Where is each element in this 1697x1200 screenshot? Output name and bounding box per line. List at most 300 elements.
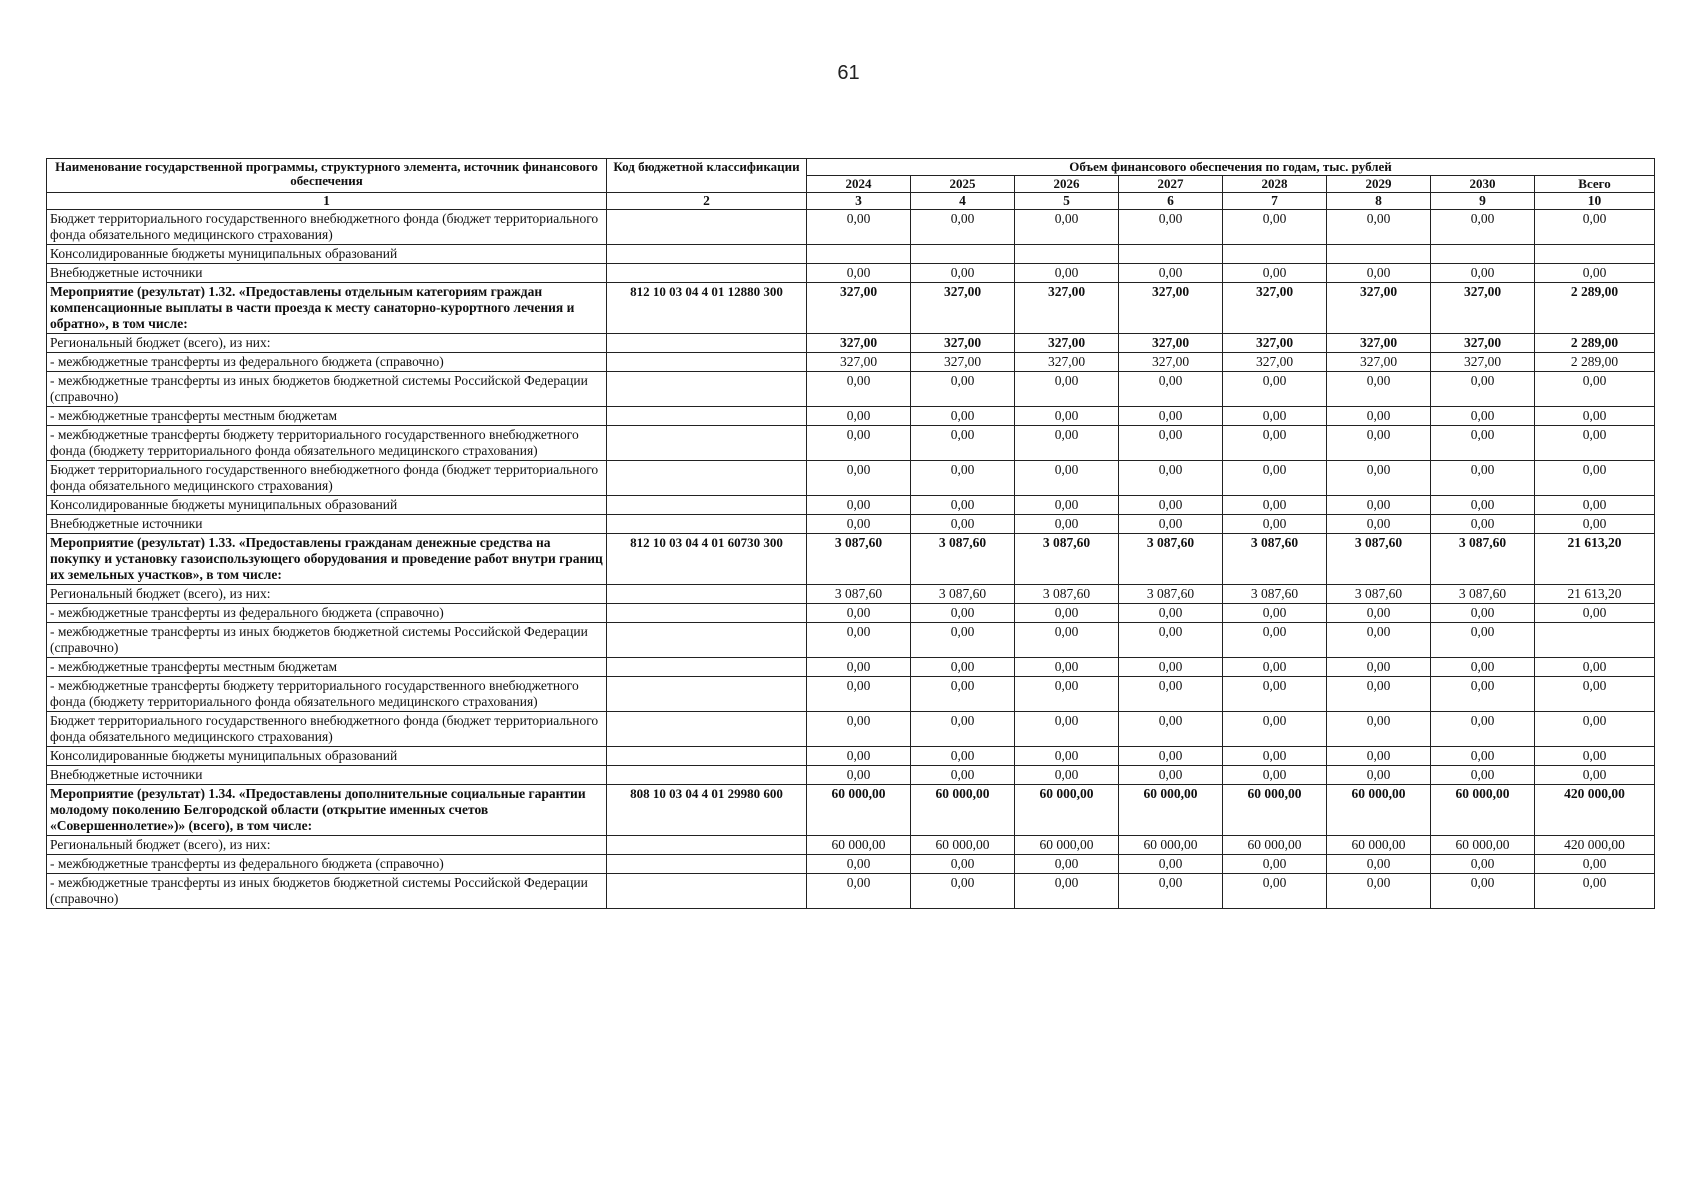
row-value-cell: 0,00: [1223, 677, 1327, 712]
table-row: [47, 766, 1655, 785]
row-value-cell: 0,00: [1223, 426, 1327, 461]
row-value-cell: 60 000,00: [1431, 785, 1535, 836]
row-code-cell: [607, 623, 807, 658]
row-value-cell: 0,00: [1119, 496, 1223, 515]
row-value-cell: 0,00: [1431, 210, 1535, 245]
row-name-cell: Консолидированные бюджеты муниципальных образований: [47, 245, 607, 264]
row-value-cell: 0,00: [1327, 658, 1431, 677]
row-value-cell: 0,00: [911, 461, 1015, 496]
column-number: 7: [1223, 193, 1327, 210]
row-total-cell: 420 000,00: [1535, 836, 1655, 855]
row-name-cell: Бюджет территориального государственного внебюджетного фонда (бюджет территориального фонда обязательного медицинского страхования): [47, 461, 607, 496]
row-value-cell: 0,00: [1223, 623, 1327, 658]
row-value-cell: 0,00: [1015, 658, 1119, 677]
row-value-cell: 0,00: [807, 747, 911, 766]
row-value-cell: 0,00: [1223, 461, 1327, 496]
table-body: [47, 210, 1655, 909]
row-value-cell: 327,00: [1431, 283, 1535, 334]
table-row: [47, 353, 1655, 372]
header-year: 2028: [1223, 176, 1327, 193]
row-value-cell: [1223, 245, 1327, 264]
row-code-cell: [607, 372, 807, 407]
row-name-cell: - межбюджетные трансферты местным бюджетам: [47, 658, 607, 677]
row-value-cell: 0,00: [1431, 623, 1535, 658]
column-number: 1: [47, 193, 607, 210]
row-name-cell: Мероприятие (результат) 1.34. «Предоставлены дополнительные социальные гарантии молодому поколению Белгородской области (открытие именных счетов «Совершеннолетие»)» (всего), в том числе:: [47, 785, 607, 836]
row-total-cell: 2 289,00: [1535, 283, 1655, 334]
row-value-cell: 327,00: [807, 334, 911, 353]
row-code-cell: [607, 334, 807, 353]
row-value-cell: 0,00: [1327, 461, 1431, 496]
column-number: 8: [1327, 193, 1431, 210]
row-value-cell: 0,00: [1327, 407, 1431, 426]
table-row: [47, 585, 1655, 604]
row-total-cell: 0,00: [1535, 264, 1655, 283]
row-total-cell: 0,00: [1535, 604, 1655, 623]
row-code-cell: [607, 766, 807, 785]
row-value-cell: 3 087,60: [807, 585, 911, 604]
row-value-cell: 0,00: [807, 426, 911, 461]
row-value-cell: 0,00: [911, 426, 1015, 461]
row-value-cell: 0,00: [1431, 461, 1535, 496]
row-value-cell: 0,00: [911, 264, 1015, 283]
row-value-cell: 0,00: [1327, 747, 1431, 766]
row-value-cell: 0,00: [807, 623, 911, 658]
row-value-cell: 327,00: [1327, 283, 1431, 334]
row-value-cell: 327,00: [1223, 283, 1327, 334]
row-value-cell: 0,00: [807, 712, 911, 747]
header-volume: Объем финансового обеспечения по годам, тыс. рублей: [807, 159, 1655, 176]
row-value-cell: 327,00: [1431, 353, 1535, 372]
row-value-cell: 0,00: [807, 604, 911, 623]
row-code-cell: [607, 407, 807, 426]
row-name-cell: Бюджет территориального государственного внебюджетного фонда (бюджет территориального фонда обязательного медицинского страхования): [47, 712, 607, 747]
row-value-cell: 0,00: [1119, 766, 1223, 785]
row-value-cell: 3 087,60: [911, 585, 1015, 604]
row-value-cell: 0,00: [807, 677, 911, 712]
row-value-cell: 0,00: [1015, 372, 1119, 407]
row-value-cell: 60 000,00: [1327, 836, 1431, 855]
row-value-cell: 0,00: [1119, 855, 1223, 874]
row-value-cell: 0,00: [911, 407, 1015, 426]
row-name-cell: - межбюджетные трансферты из федерального бюджета (справочно): [47, 855, 607, 874]
row-value-cell: 0,00: [1015, 461, 1119, 496]
row-value-cell: 0,00: [807, 407, 911, 426]
row-value-cell: 0,00: [1223, 264, 1327, 283]
row-code-cell: [607, 496, 807, 515]
row-value-cell: 0,00: [911, 210, 1015, 245]
row-value-cell: 60 000,00: [911, 785, 1015, 836]
row-value-cell: 60 000,00: [807, 785, 911, 836]
row-code-cell: 808 10 03 04 4 01 29980 600: [607, 785, 807, 836]
row-value-cell: 3 087,60: [1431, 534, 1535, 585]
row-value-cell: 3 087,60: [1119, 534, 1223, 585]
row-value-cell: 0,00: [1015, 623, 1119, 658]
row-value-cell: 60 000,00: [1015, 836, 1119, 855]
row-value-cell: 0,00: [1327, 874, 1431, 909]
row-code-cell: [607, 210, 807, 245]
row-value-cell: 0,00: [1119, 264, 1223, 283]
row-total-cell: 21 613,20: [1535, 534, 1655, 585]
row-value-cell: 60 000,00: [1223, 785, 1327, 836]
row-value-cell: 0,00: [1431, 766, 1535, 785]
row-value-cell: 0,00: [1015, 677, 1119, 712]
row-value-cell: 0,00: [807, 496, 911, 515]
row-value-cell: 327,00: [1119, 334, 1223, 353]
header-year: 2027: [1119, 176, 1223, 193]
row-value-cell: 0,00: [1015, 407, 1119, 426]
table-row: [47, 515, 1655, 534]
row-total-cell: 0,00: [1535, 874, 1655, 909]
row-value-cell: 0,00: [1431, 496, 1535, 515]
row-value-cell: 0,00: [1119, 747, 1223, 766]
row-value-cell: 0,00: [1327, 604, 1431, 623]
row-value-cell: 60 000,00: [1119, 836, 1223, 855]
row-total-cell: 21 613,20: [1535, 585, 1655, 604]
row-value-cell: 0,00: [1223, 766, 1327, 785]
row-value-cell: 3 087,60: [807, 534, 911, 585]
row-value-cell: 0,00: [1119, 874, 1223, 909]
row-code-cell: [607, 353, 807, 372]
column-number: 3: [807, 193, 911, 210]
column-number: 4: [911, 193, 1015, 210]
row-code-cell: [607, 836, 807, 855]
row-total-cell: 0,00: [1535, 372, 1655, 407]
row-value-cell: 0,00: [1119, 604, 1223, 623]
header-code: Код бюджетной классификации: [607, 159, 807, 193]
table-row: [47, 874, 1655, 909]
table-row: [47, 712, 1655, 747]
row-code-cell: [607, 604, 807, 623]
page-number: 61: [837, 62, 860, 84]
row-value-cell: 0,00: [807, 372, 911, 407]
row-value-cell: 0,00: [1327, 712, 1431, 747]
row-name-cell: Бюджет территориального государственного внебюджетного фонда (бюджет территориального фонда обязательного медицинского страхования): [47, 210, 607, 245]
row-value-cell: 0,00: [807, 461, 911, 496]
row-value-cell: 0,00: [1327, 677, 1431, 712]
row-value-cell: 60 000,00: [1015, 785, 1119, 836]
row-value-cell: 0,00: [1223, 515, 1327, 534]
row-value-cell: 0,00: [1015, 712, 1119, 747]
row-total-cell: 0,00: [1535, 747, 1655, 766]
row-total-cell: [1535, 245, 1655, 264]
row-code-cell: [607, 461, 807, 496]
row-value-cell: 0,00: [1223, 496, 1327, 515]
row-value-cell: 0,00: [911, 855, 1015, 874]
row-value-cell: [911, 245, 1015, 264]
row-value-cell: 0,00: [911, 515, 1015, 534]
row-total-cell: 0,00: [1535, 407, 1655, 426]
row-value-cell: 327,00: [1327, 334, 1431, 353]
row-value-cell: 327,00: [1223, 334, 1327, 353]
column-number: 6: [1119, 193, 1223, 210]
row-name-cell: - межбюджетные трансферты из иных бюджетов бюджетной системы Российской Федерации (справочно): [47, 623, 607, 658]
table-row: [47, 407, 1655, 426]
row-value-cell: 327,00: [1327, 353, 1431, 372]
row-value-cell: 0,00: [1431, 604, 1535, 623]
row-total-cell: 0,00: [1535, 658, 1655, 677]
column-numbers-row: [47, 193, 1655, 210]
row-code-cell: [607, 874, 807, 909]
row-value-cell: 0,00: [1327, 426, 1431, 461]
header-year: 2025: [911, 176, 1015, 193]
row-value-cell: 0,00: [1223, 658, 1327, 677]
row-value-cell: 327,00: [807, 353, 911, 372]
row-name-cell: Консолидированные бюджеты муниципальных образований: [47, 747, 607, 766]
table-row: [47, 836, 1655, 855]
row-value-cell: 0,00: [807, 658, 911, 677]
row-value-cell: 0,00: [1015, 210, 1119, 245]
row-value-cell: 0,00: [1431, 677, 1535, 712]
header-year: 2026: [1015, 176, 1119, 193]
row-value-cell: 60 000,00: [807, 836, 911, 855]
row-total-cell: 420 000,00: [1535, 785, 1655, 836]
row-value-cell: 0,00: [1119, 712, 1223, 747]
event-row: [47, 534, 1655, 585]
row-name-cell: - межбюджетные трансферты из федерального бюджета (справочно): [47, 604, 607, 623]
row-value-cell: 327,00: [911, 353, 1015, 372]
row-total-cell: 0,00: [1535, 677, 1655, 712]
table-row: [47, 623, 1655, 658]
header-year: 2030: [1431, 176, 1535, 193]
table-row: [47, 658, 1655, 677]
row-value-cell: 0,00: [1327, 210, 1431, 245]
row-total-cell: 0,00: [1535, 515, 1655, 534]
row-value-cell: 0,00: [1015, 496, 1119, 515]
row-value-cell: 3 087,60: [1327, 534, 1431, 585]
row-value-cell: 0,00: [1431, 515, 1535, 534]
row-value-cell: 3 087,60: [1119, 585, 1223, 604]
row-value-cell: 0,00: [911, 496, 1015, 515]
row-name-cell: Внебюджетные источники: [47, 264, 607, 283]
row-value-cell: 0,00: [911, 372, 1015, 407]
row-value-cell: 0,00: [1431, 855, 1535, 874]
row-code-cell: 812 10 03 04 4 01 12880 300: [607, 283, 807, 334]
row-value-cell: 0,00: [1431, 372, 1535, 407]
row-value-cell: 0,00: [1119, 658, 1223, 677]
table-row: [47, 461, 1655, 496]
finance-table-container: [46, 158, 1650, 909]
row-total-cell: 0,00: [1535, 426, 1655, 461]
row-value-cell: 0,00: [911, 604, 1015, 623]
row-value-cell: 327,00: [1015, 283, 1119, 334]
row-value-cell: 0,00: [1327, 372, 1431, 407]
row-code-cell: 812 10 03 04 4 01 60730 300: [607, 534, 807, 585]
row-value-cell: 327,00: [1015, 353, 1119, 372]
row-code-cell: [607, 245, 807, 264]
row-value-cell: 0,00: [807, 210, 911, 245]
row-total-cell: 0,00: [1535, 461, 1655, 496]
row-code-cell: [607, 426, 807, 461]
row-value-cell: 0,00: [1431, 658, 1535, 677]
row-value-cell: 60 000,00: [1119, 785, 1223, 836]
row-value-cell: 0,00: [1223, 372, 1327, 407]
row-value-cell: 0,00: [1223, 604, 1327, 623]
row-value-cell: 0,00: [1431, 264, 1535, 283]
row-code-cell: [607, 658, 807, 677]
row-value-cell: 0,00: [1431, 426, 1535, 461]
row-value-cell: 0,00: [1327, 496, 1431, 515]
finance-table: [46, 158, 1655, 909]
row-value-cell: 0,00: [1223, 747, 1327, 766]
row-value-cell: 0,00: [1015, 766, 1119, 785]
table-row: [47, 334, 1655, 353]
row-total-cell: 2 289,00: [1535, 334, 1655, 353]
row-name-cell: - межбюджетные трансферты из иных бюджетов бюджетной системы Российской Федерации (справочно): [47, 372, 607, 407]
row-value-cell: 0,00: [807, 855, 911, 874]
row-name-cell: - межбюджетные трансферты бюджету территориального государственного внебюджетного фонда (бюджету территориального фонда обязательного медицинского страхования): [47, 426, 607, 461]
row-value-cell: 60 000,00: [1223, 836, 1327, 855]
column-number: 10: [1535, 193, 1655, 210]
table-row: [47, 677, 1655, 712]
row-name-cell: - межбюджетные трансферты из иных бюджетов бюджетной системы Российской Федерации (справочно): [47, 874, 607, 909]
row-value-cell: 0,00: [1223, 874, 1327, 909]
row-value-cell: 327,00: [807, 283, 911, 334]
row-code-cell: [607, 747, 807, 766]
row-total-cell: [1535, 623, 1655, 658]
row-name-cell: Внебюджетные источники: [47, 515, 607, 534]
row-value-cell: 3 087,60: [1431, 585, 1535, 604]
row-value-cell: 0,00: [911, 766, 1015, 785]
row-value-cell: 0,00: [1015, 855, 1119, 874]
row-value-cell: 0,00: [807, 515, 911, 534]
row-value-cell: [1119, 245, 1223, 264]
row-value-cell: 3 087,60: [1015, 585, 1119, 604]
row-value-cell: 0,00: [1119, 407, 1223, 426]
table-row: [47, 604, 1655, 623]
column-number: 5: [1015, 193, 1119, 210]
row-value-cell: [807, 245, 911, 264]
row-value-cell: 327,00: [1431, 334, 1535, 353]
row-value-cell: 0,00: [1327, 855, 1431, 874]
row-name-cell: - межбюджетные трансферты бюджету территориального государственного внебюджетного фонда (бюджету территориального фонда обязательного медицинского страхования): [47, 677, 607, 712]
row-value-cell: [1431, 245, 1535, 264]
row-value-cell: 0,00: [1015, 874, 1119, 909]
row-value-cell: 0,00: [807, 766, 911, 785]
table-row: [47, 855, 1655, 874]
row-name-cell: - межбюджетные трансферты местным бюджетам: [47, 407, 607, 426]
row-value-cell: 3 087,60: [1223, 585, 1327, 604]
row-value-cell: 0,00: [1431, 874, 1535, 909]
row-value-cell: 0,00: [911, 658, 1015, 677]
column-number: 2: [607, 193, 807, 210]
row-value-cell: 327,00: [911, 283, 1015, 334]
row-name-cell: Региональный бюджет (всего), из них:: [47, 334, 607, 353]
row-name-cell: Региональный бюджет (всего), из них:: [47, 585, 607, 604]
table-row: [47, 210, 1655, 245]
table-row: [47, 372, 1655, 407]
row-value-cell: 0,00: [1223, 712, 1327, 747]
row-value-cell: 0,00: [1119, 461, 1223, 496]
row-value-cell: 0,00: [1119, 426, 1223, 461]
row-value-cell: 0,00: [1431, 747, 1535, 766]
row-value-cell: 0,00: [807, 264, 911, 283]
row-value-cell: 60 000,00: [1327, 785, 1431, 836]
row-value-cell: 3 087,60: [1015, 534, 1119, 585]
row-value-cell: 0,00: [911, 677, 1015, 712]
row-value-cell: 0,00: [1119, 623, 1223, 658]
row-value-cell: 0,00: [1015, 747, 1119, 766]
row-code-cell: [607, 585, 807, 604]
event-row: [47, 785, 1655, 836]
row-value-cell: 0,00: [911, 623, 1015, 658]
row-total-cell: 0,00: [1535, 496, 1655, 515]
row-value-cell: 60 000,00: [911, 836, 1015, 855]
row-value-cell: 0,00: [1119, 677, 1223, 712]
row-value-cell: 0,00: [1327, 766, 1431, 785]
row-value-cell: 0,00: [1431, 407, 1535, 426]
row-code-cell: [607, 264, 807, 283]
table-row: [47, 426, 1655, 461]
row-value-cell: 60 000,00: [1431, 836, 1535, 855]
header-name: Наименование государственной программы, структурного элемента, источник финансового обеспечения: [47, 159, 607, 193]
row-value-cell: 0,00: [1119, 515, 1223, 534]
header-total: Всего: [1535, 176, 1655, 193]
row-value-cell: 0,00: [911, 874, 1015, 909]
row-code-cell: [607, 677, 807, 712]
table-row: [47, 496, 1655, 515]
row-name-cell: Внебюджетные источники: [47, 766, 607, 785]
column-number: 9: [1431, 193, 1535, 210]
table-row: [47, 747, 1655, 766]
row-value-cell: 0,00: [1223, 407, 1327, 426]
row-name-cell: Мероприятие (результат) 1.33. «Предоставлены гражданам денежные средства на покупку и установку газоиспользующего оборудования и проведение работ внутри границ их земельных участков», в том числе:: [47, 534, 607, 585]
row-value-cell: 0,00: [1015, 515, 1119, 534]
row-value-cell: 0,00: [1327, 515, 1431, 534]
row-value-cell: 0,00: [1015, 426, 1119, 461]
row-value-cell: 327,00: [911, 334, 1015, 353]
row-value-cell: 0,00: [1015, 604, 1119, 623]
header-year: 2024: [807, 176, 911, 193]
table-row: [47, 245, 1655, 264]
row-code-cell: [607, 855, 807, 874]
row-value-cell: 0,00: [807, 874, 911, 909]
row-value-cell: 0,00: [1431, 712, 1535, 747]
row-value-cell: 0,00: [1327, 264, 1431, 283]
table-row: [47, 264, 1655, 283]
row-name-cell: Региональный бюджет (всего), из них:: [47, 836, 607, 855]
row-total-cell: 0,00: [1535, 855, 1655, 874]
row-total-cell: 0,00: [1535, 210, 1655, 245]
row-total-cell: 2 289,00: [1535, 353, 1655, 372]
row-value-cell: 3 087,60: [1223, 534, 1327, 585]
row-value-cell: 3 087,60: [911, 534, 1015, 585]
row-value-cell: [1015, 245, 1119, 264]
row-name-cell: - межбюджетные трансферты из федерального бюджета (справочно): [47, 353, 607, 372]
row-total-cell: 0,00: [1535, 766, 1655, 785]
row-value-cell: 0,00: [1223, 210, 1327, 245]
row-value-cell: 0,00: [1119, 372, 1223, 407]
row-name-cell: Консолидированные бюджеты муниципальных образований: [47, 496, 607, 515]
row-value-cell: 0,00: [911, 747, 1015, 766]
row-name-cell: Мероприятие (результат) 1.32. «Предоставлены отдельным категориям граждан компенсационные выплаты в части проезда к месту санаторно-курортного лечения и обратно», в том числе:: [47, 283, 607, 334]
row-value-cell: 327,00: [1223, 353, 1327, 372]
header-year: 2029: [1327, 176, 1431, 193]
row-code-cell: [607, 515, 807, 534]
event-row: [47, 283, 1655, 334]
row-value-cell: [1327, 245, 1431, 264]
row-total-cell: 0,00: [1535, 712, 1655, 747]
row-value-cell: 0,00: [1223, 855, 1327, 874]
row-value-cell: 327,00: [1119, 283, 1223, 334]
row-value-cell: 0,00: [1119, 210, 1223, 245]
row-value-cell: 3 087,60: [1327, 585, 1431, 604]
row-value-cell: 327,00: [1015, 334, 1119, 353]
row-value-cell: 0,00: [911, 712, 1015, 747]
row-value-cell: 327,00: [1119, 353, 1223, 372]
row-value-cell: 0,00: [1015, 264, 1119, 283]
row-code-cell: [607, 712, 807, 747]
